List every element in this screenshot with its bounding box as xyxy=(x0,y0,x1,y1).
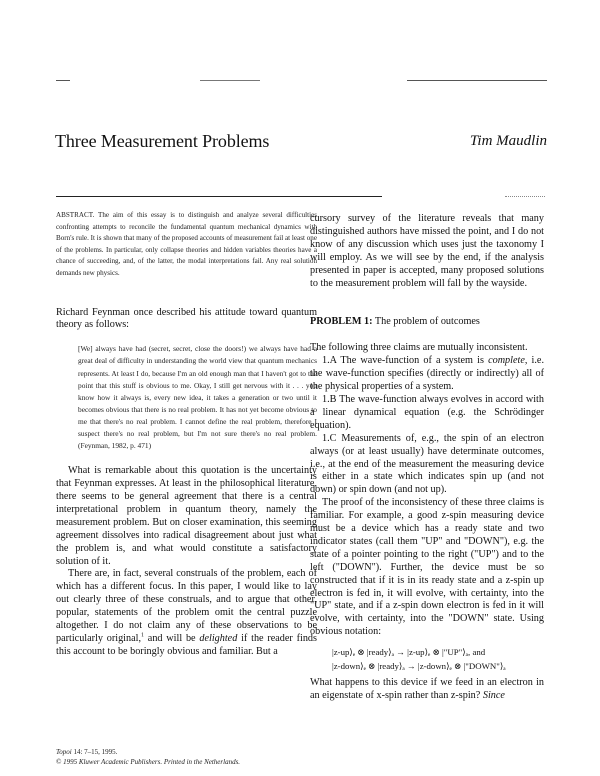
equation-1: |z-up⟩ₑ ⊗ |ready⟩ₐ → |z-up⟩ₑ ⊗ |"UP"⟩ₐ, and xyxy=(332,647,486,658)
paper-title: Three Measurement Problems xyxy=(55,131,270,151)
header-rule-center xyxy=(200,80,260,81)
body-paragraph-2: There are, in fact, several construals of the problem, each of which has a different focus. In this paper, I would like to lay out clearly three of these construals, and to argue that other, popular, statements of the problem omit the central puzzle altogether. I do not claim any of these observations to be particularly original,$^1$ and will be delighted if the reader finds this account to be boringly obvious and familiar. But a xyxy=(56,568,317,657)
claims-intro: The following three claims are mutually inconsistent. xyxy=(310,342,528,354)
paper-author: Tim Maudlin xyxy=(469,133,547,149)
abstract xyxy=(56,210,317,280)
claim-1a: 1.A The wave-function of a system is complete, i.e. the wave-function specifies (directly or indirectly) all of the physical properties of a system. xyxy=(310,355,545,393)
claim-1b: 1.B The wave-function always evolves in accord with a linear dynamical equation (e.g. the Schrödinger equation). xyxy=(310,393,544,431)
title-rule xyxy=(56,196,382,197)
body-paragraph-1: What is remarkable about this quotation is the uncertainty that Feynman expresses. At least in the philosophical literature, there seems to be general agreement that there is a central interpretational problem in quantum theory, namely the measurement problem. But on closer examination, this seeming agreement dissolves into radical disagreement about just what the problem is, and what would constitute a satisfactory solution of it. xyxy=(56,465,317,567)
abstract-label: ABSTRACT. xyxy=(56,211,95,219)
page-footer xyxy=(56,748,240,767)
equation-block xyxy=(310,645,544,673)
title-rule-dotted xyxy=(505,196,545,198)
header-rule-left xyxy=(56,80,70,81)
footer-copyright: © 1995 Kluwer Academic Publishers. Printed in the Netherlands. xyxy=(56,757,241,766)
section-heading: PROBLEM 1: The problem of outcomes xyxy=(310,316,480,328)
right-column xyxy=(310,213,544,703)
footnote-ref[interactable]: 1 xyxy=(141,632,144,639)
feynman-quote: [We] always have had (secret, secret, close the doors!) we always have had a great deal of difficulty in understanding the world view that quantum mechanics represents. At least I do, because I'm an old enough man that I haven't got to the point that this stuff is obvious to me. Okay, I still get nervous with it . . . you know how it always is, every new idea, it takes a generation or two until it becomes obvious that there is no real problem. It has not yet become obvious to me that there's no real problem. I cannot define the real problem, therefore I suspect there's no real problem, but I'm not sure there's no real problem. (Feynman, 1982, p. 471) xyxy=(78,344,317,451)
right-paragraph-1: cursory survey of the literature reveals that many distinguished authors have missed the point, and I do not know of any discussion which uses just the taxonomy I will employ. As we will see by the end, if the analysis presented in paper is accepted, many proposed solutions to the measurement problem will fall by the wayside. xyxy=(310,213,544,289)
claim-1c: 1.C Measurements of, e.g., the spin of an electron always (or at least usually) have determinate outcomes, i.e., at the end of the measurement the measuring device is either in a state which indicates spin up (and not down) or spin down (and not up). xyxy=(310,432,544,496)
proof-paragraph: The proof of the inconsistency of these three claims is familiar. For example, a good z-spin measuring device must be a device which has a ready state and two indicator states (call them "UP" and "DOWN"), e.g. the state of a pointer pointing to the right ("UP") and to the left ("DOWN"). Further, the device must be so constructed that if it is in its ready state and a z-spin up electron is fed in, it will evolve, with certainty, into the "UP" state, and if a z-spin down electron is fed in it will evolve, with certainty, into the "DOWN" state. Using obvious notation: xyxy=(310,497,544,638)
header-rule-right xyxy=(407,80,547,81)
left-column xyxy=(56,210,317,659)
equation-2: |z-down⟩ₑ ⊗ |ready⟩ₐ → |z-down⟩ₑ ⊗ |"DOWN"⟩ₐ xyxy=(332,661,506,672)
intro-paragraph: Richard Feynman once described his attitude toward quantum theory as follows: xyxy=(56,306,317,331)
footer-citation: Topoi 14: 7–15, 1995. xyxy=(56,748,118,756)
abstract-text: The aim of this essay is to distinguish and analyze several difficulties confronting attempts to reconcile the fundamental quantum mechanical dynamics with Born's rule. It is shown that many of the proposed accounts of measurement fail at least one of the problems. In particular, only collapse theories and hidden variables theories have a chance of succeeding, and, of the latter, the modal interpretations fail. Any real solution demands new physics. xyxy=(56,211,317,277)
final-paragraph: What happens to this device if we feed in an electron in an eigenstate of x-spin rather than z-spin? Since xyxy=(310,677,544,702)
